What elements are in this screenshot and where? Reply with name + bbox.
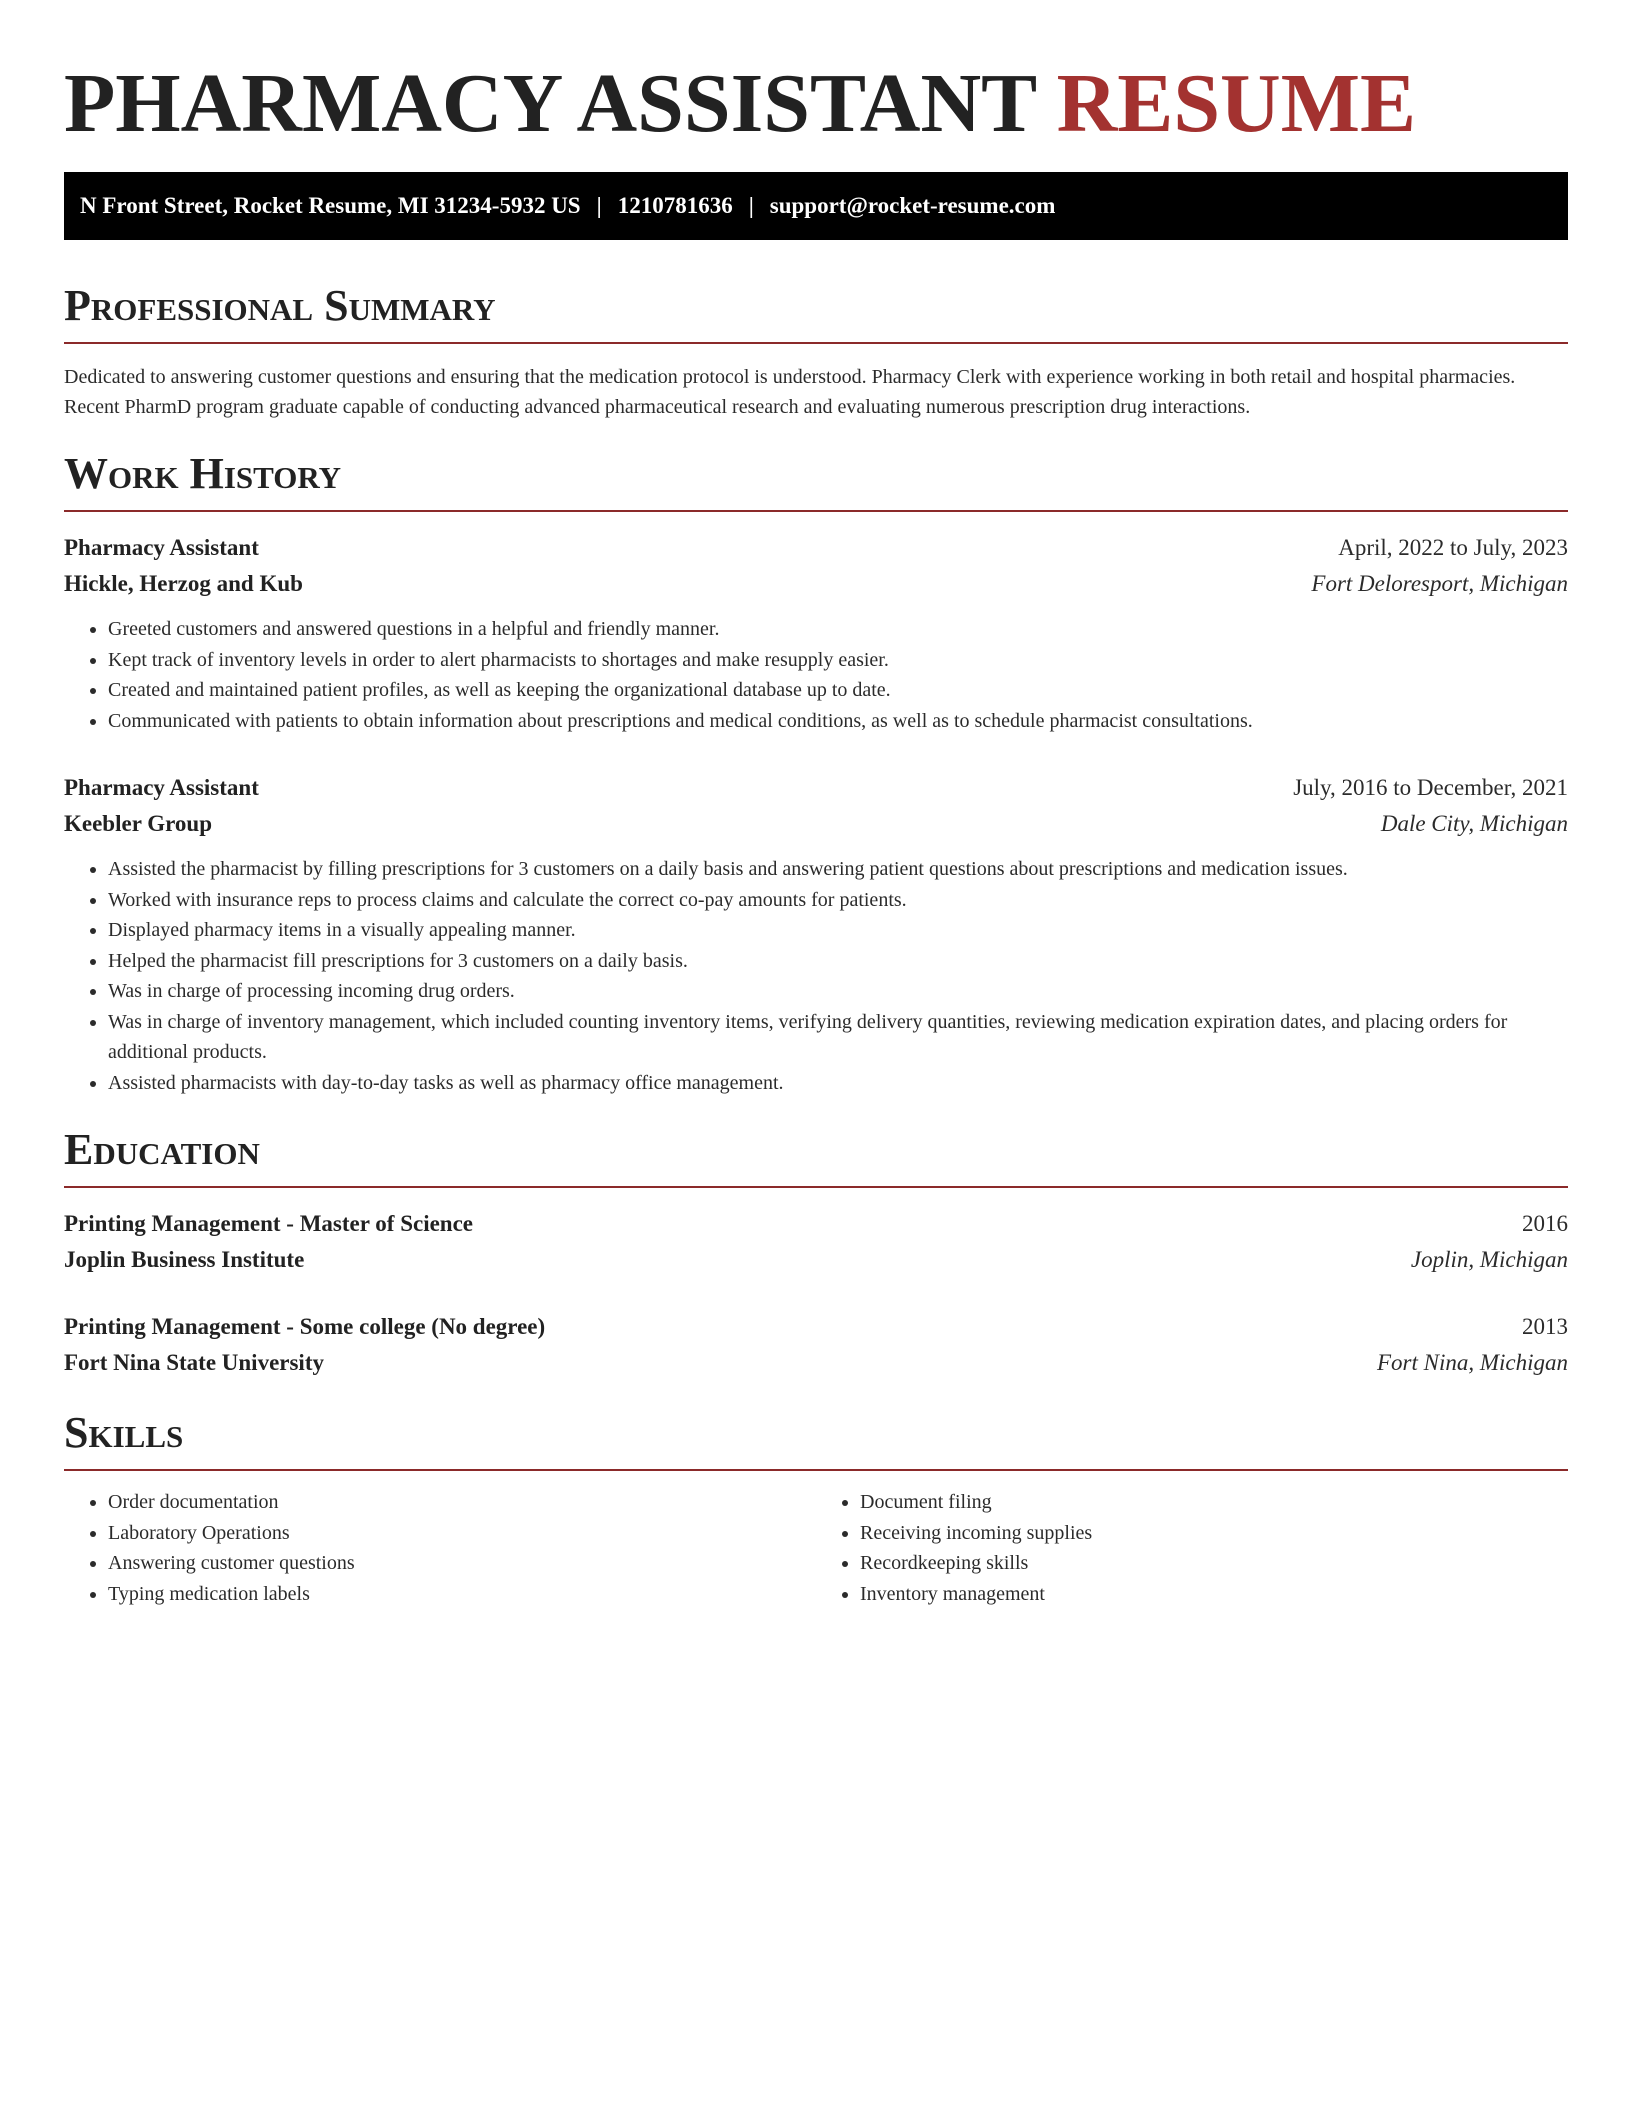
contact-address: N Front Street, Rocket Resume, MI 31234-5932 US: [80, 193, 581, 218]
list-item: • Document filing: [860, 1487, 1568, 1518]
list-item: • Displayed pharmacy items in a visually appealing manner.: [108, 915, 1568, 946]
education-header-row: [64, 1309, 1568, 1345]
education-degree: Printing Management - Some college (No degree): [64, 1314, 546, 1339]
education-school-row: [64, 1345, 1568, 1381]
education-year: 2016: [1522, 1211, 1568, 1236]
list-item: • Was in charge of inventory management, which included counting inventory items, verifying delivery quantities, reviewing medication expiration dates, and placing orders for additional products.: [108, 1007, 1568, 1068]
list-item: • Order documentation: [108, 1487, 816, 1518]
job-header-row: [64, 770, 1568, 806]
list-item: • Kept track of inventory levels in order to alert pharmacists to shortages and make resupply easier.: [108, 645, 1568, 676]
contact-email[interactable]: support@rocket-resume.com: [769, 193, 1056, 218]
contact-separator: |: [596, 193, 602, 218]
job-location: Dale City, Michigan: [1380, 811, 1568, 836]
list-item: • Communicated with patients to obtain information about prescriptions and medical conditions, as well as to schedule pharmacist consultations.: [108, 706, 1568, 737]
summary-section: [64, 280, 1568, 422]
list-item: • Typing medication labels: [108, 1579, 816, 1610]
job-header-row: [64, 530, 1568, 566]
title-main: PHARMACY ASSISTANT: [64, 57, 1036, 150]
job-title: Pharmacy Assistant: [64, 535, 259, 560]
job-dates: April, 2022 to July, 2023: [1338, 535, 1568, 560]
education-heading: Education: [64, 1124, 1568, 1188]
contact-separator: |: [748, 193, 754, 218]
list-item: • Assisted the pharmacist by filling prescriptions for 3 customers on a daily basis and answering patient questions about prescriptions and medication issues.: [108, 854, 1568, 885]
job-dates: July, 2016 to December, 2021: [1293, 775, 1568, 800]
work-history-section: [64, 448, 1568, 1098]
education-year: 2013: [1522, 1314, 1568, 1339]
list-item: • Assisted pharmacists with day-to-day tasks as well as pharmacy office management.: [108, 1068, 1568, 1099]
education-entry: [64, 1206, 1568, 1278]
list-item: • Receiving incoming supplies: [860, 1518, 1568, 1549]
job-company: Keebler Group: [64, 811, 213, 836]
list-item: • Laboratory Operations: [108, 1518, 816, 1549]
job-entry: [64, 770, 1568, 1098]
list-item: • Was in charge of processing incoming drug orders.: [108, 976, 1568, 1007]
summary-heading: Professional Summary: [64, 280, 1568, 344]
education-location: Fort Nina, Michigan: [1376, 1350, 1568, 1375]
education-school: Joplin Business Institute: [64, 1247, 305, 1272]
job-duties-list: [64, 854, 1568, 1098]
education-location: Joplin, Michigan: [1410, 1247, 1568, 1272]
education-entry: [64, 1309, 1568, 1381]
contact-phone: 1210781636: [617, 193, 733, 218]
skills-heading: Skills: [64, 1407, 1568, 1471]
list-item: • Helped the pharmacist fill prescriptions for 3 customers on a daily basis.: [108, 946, 1568, 977]
job-duties-list: [64, 614, 1568, 736]
education-header-row: [64, 1206, 1568, 1242]
job-location: Fort Deloresport, Michigan: [1311, 571, 1568, 596]
list-item: • Recordkeeping skills: [860, 1548, 1568, 1579]
job-company: Hickle, Herzog and Kub: [64, 571, 303, 596]
education-section: [64, 1124, 1568, 1381]
list-item: • Answering customer questions: [108, 1548, 816, 1579]
job-company-row: [64, 566, 1568, 602]
job-title: Pharmacy Assistant: [64, 775, 259, 800]
list-item: • Worked with insurance reps to process claims and calculate the correct co-pay amounts for patients.: [108, 885, 1568, 916]
skills-list-right: [816, 1487, 1568, 1609]
list-item: • Inventory management: [860, 1579, 1568, 1610]
education-school-row: [64, 1242, 1568, 1278]
contact-bar: [64, 172, 1568, 240]
education-school: Fort Nina State University: [64, 1350, 324, 1375]
summary-text: Dedicated to answering customer questions and ensuring that the medication protocol is understood. Pharmacy Clerk with experience working in both retail and hospital pharmacies. Recent PharmD program graduate capable of conducting advanced pharmaceutical research and evaluating numerous prescription drug interactions.: [64, 366, 1516, 418]
skills-list-left: [64, 1487, 816, 1609]
education-degree: Printing Management - Master of Science: [64, 1211, 474, 1236]
work-history-heading: Work History: [64, 448, 1568, 512]
skills-grid: [64, 1487, 1568, 1609]
list-item: • Greeted customers and answered questions in a helpful and friendly manner.: [108, 614, 1568, 645]
job-entry: [64, 530, 1568, 736]
skills-section: [64, 1407, 1568, 1609]
title-accent: RESUME: [1056, 57, 1417, 150]
list-item: • Created and maintained patient profiles, as well as keeping the organizational database up to date.: [108, 675, 1568, 706]
job-company-row: [64, 806, 1568, 842]
resume-title: [64, 0, 1568, 150]
